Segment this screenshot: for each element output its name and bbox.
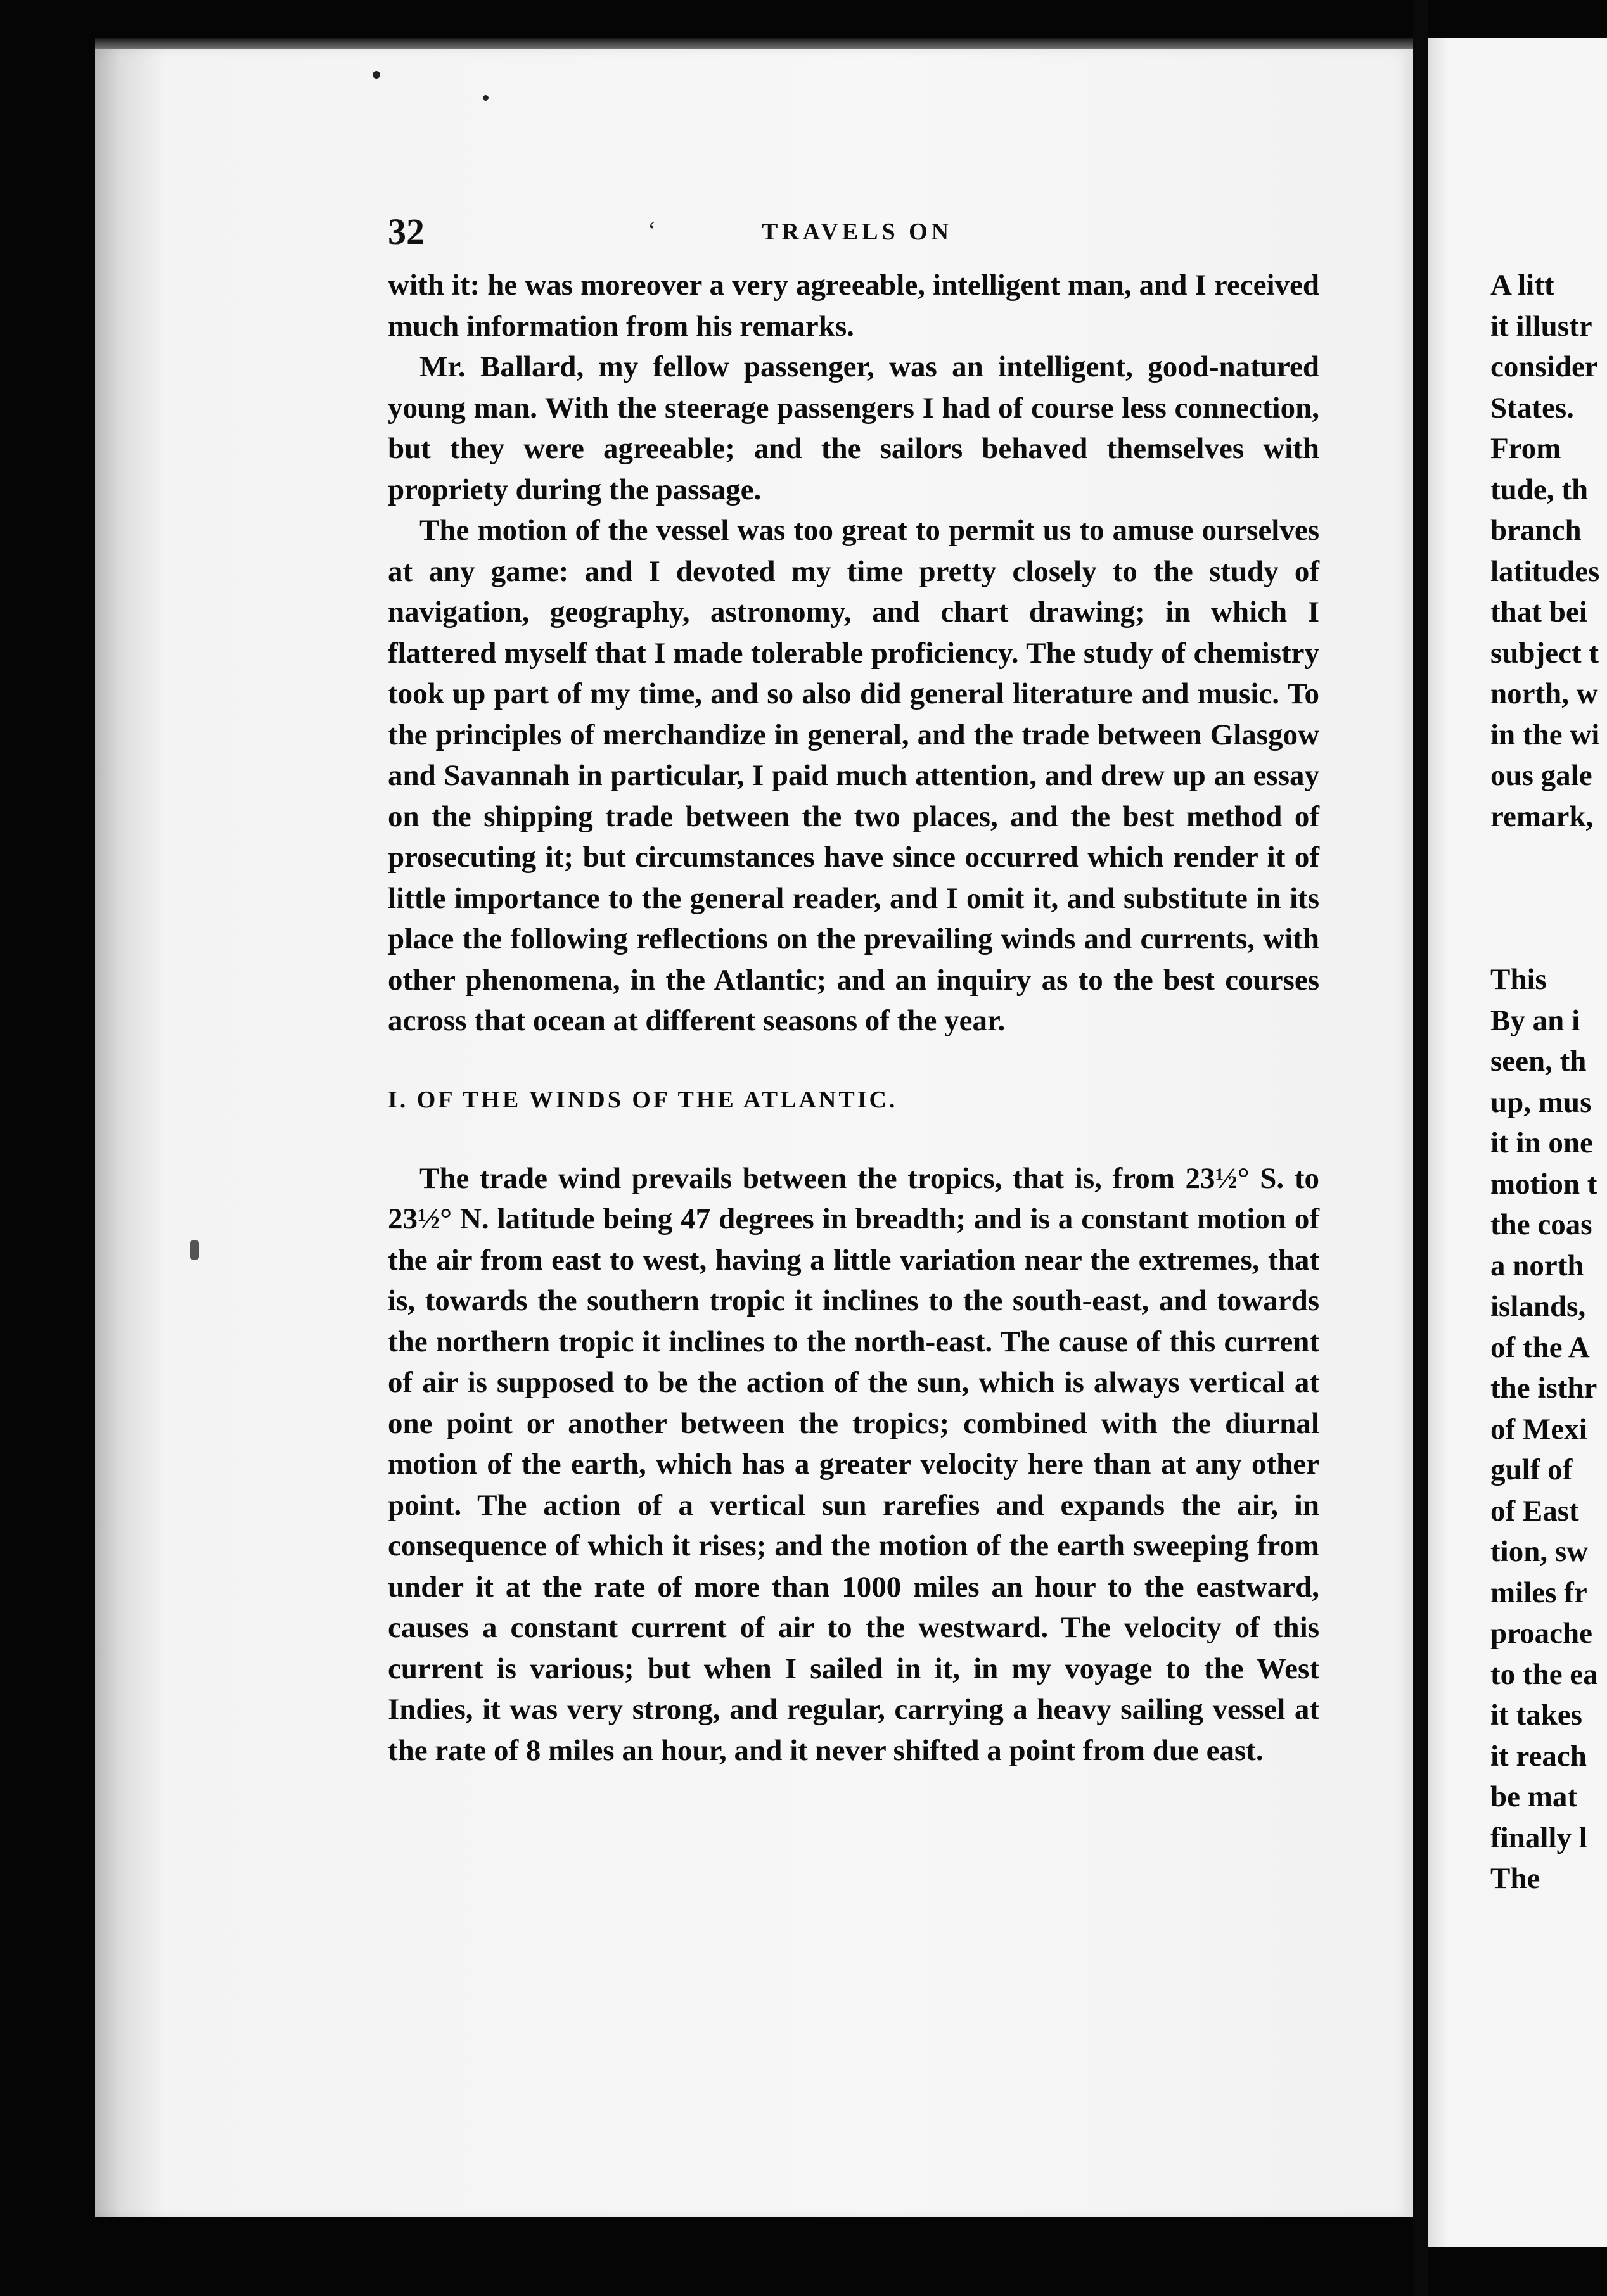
text-line: By an i bbox=[1490, 1004, 1580, 1037]
left-page-body bbox=[388, 265, 1319, 1771]
text-line: north, w bbox=[1490, 677, 1598, 710]
text-line: miles fr bbox=[1490, 1576, 1587, 1609]
header-ornament: ʻ bbox=[648, 216, 656, 245]
text-line: ous gale bbox=[1490, 759, 1592, 792]
text-line: it reach bbox=[1490, 1739, 1587, 1773]
text-line: a north bbox=[1490, 1249, 1584, 1282]
text-line: up, mus bbox=[1490, 1085, 1592, 1119]
text-line: to the ea bbox=[1490, 1657, 1598, 1691]
text-line: be mat bbox=[1490, 1780, 1578, 1813]
page-number: 32 bbox=[388, 211, 425, 252]
paragraph: The motion of the vessel was too great to permit us to amuse ourselves at any game: and I devoted my time pretty closely to the study of navigation, geography, astronomy, and chart drawing; in which I flattered myself that I made tolerable proficiency. The study of chemistry took up part of my time, and so also did general literature and music. To the principles of merchandize in general, and the trade between Glasgow and Savannah in particular, I paid much attention, and drew up an essay on the shipping trade between the two places, and the best method of prosecuting it; but circumstances have since occurred which render it of little importance to the general reader, and I omit it, and substitute in its place the following reflections on the prevailing winds and currents, with other phenomena, in the Atlantic; and an inquiry as to the best courses across that ocean at different seasons of the year. bbox=[388, 514, 1319, 1037]
text-line: finally l bbox=[1490, 1821, 1587, 1854]
text-line: islands, bbox=[1490, 1290, 1586, 1323]
text-line: it in one bbox=[1490, 1126, 1593, 1159]
paragraph: Mr. Ballard, my fellow passenger, was an intelligent, good-natured young man. With the steerage passengers I had of course less connection, but they were agreeable; and the sailors behaved themselves with propriety during the passage. bbox=[388, 350, 1319, 506]
text-line: the coas bbox=[1490, 1208, 1592, 1241]
text-line: latitudes bbox=[1490, 554, 1600, 588]
text-line: consider bbox=[1490, 350, 1598, 383]
text-line: subject t bbox=[1490, 636, 1599, 670]
text-line: tude, th bbox=[1490, 473, 1589, 506]
text-line: gulf of bbox=[1490, 1453, 1573, 1486]
text-line: tion, sw bbox=[1490, 1535, 1589, 1568]
text-line: A litt bbox=[1490, 269, 1554, 302]
page-edge-mark bbox=[190, 1240, 199, 1260]
paragraph: with it: he was moreover a very agreeable, intelligent man, and I received much information from his remarks. bbox=[388, 269, 1319, 343]
text-line: it illustr bbox=[1490, 309, 1592, 343]
book-gutter bbox=[1413, 0, 1428, 2296]
text-line: proache bbox=[1490, 1617, 1593, 1650]
text-line: of East bbox=[1490, 1494, 1579, 1527]
text-line: it takes bbox=[1490, 1699, 1582, 1732]
text-line: remark, bbox=[1490, 800, 1594, 833]
text-line: motion t bbox=[1490, 1167, 1597, 1201]
ink-speck bbox=[373, 71, 380, 79]
text-line: of Mexi bbox=[1490, 1412, 1587, 1446]
text-line: This bbox=[1490, 963, 1547, 996]
section-heading: I. OF THE WINDS OF THE ATLANTIC. bbox=[388, 1086, 898, 1113]
text-line: States. bbox=[1490, 391, 1574, 424]
page-header bbox=[388, 210, 1319, 255]
text-line: that bei bbox=[1490, 596, 1587, 628]
running-head: TRAVELS ON bbox=[762, 219, 953, 245]
ink-speck bbox=[483, 95, 489, 101]
text-line: From bbox=[1490, 432, 1561, 465]
text-line: the isthr bbox=[1490, 1372, 1597, 1405]
paragraph: The trade wind prevails between the tropics, that is, from 23½° S. to 23½° N. latitude being 47 degrees in breadth; and is a constant motion of the air from east to west, having a little variation near the extremes, that is, towards the southern tropic it inclines to the south-east, and towards the northern tropic it inclines to the north-east. The cause of this current of air is supposed to be the action of the sun, which is always vertical at one point or another between the tropics; combined with the diurnal motion of the earth, which has a greater velocity here than at any other point. The action of a vertical sun rarefies and expands the air, in consequence of which it rises; and the motion of the earth sweeping from under it at the rate of more than 1000 miles an hour to the eastward, causes a constant current of air to the westward. The velocity of this current is various; but when I sailed in it, in my voyage to the West Indies, it was very strong, and regular, carrying a heavy sailing vessel at the rate of 8 miles an hour, and it never shifted a point from due east. bbox=[388, 1161, 1319, 1767]
text-line: The bbox=[1490, 1862, 1540, 1895]
text-line: in the wi bbox=[1490, 718, 1600, 751]
text-line: seen, th bbox=[1490, 1045, 1587, 1078]
text-line: branch bbox=[1490, 514, 1582, 547]
right-page-body-fragment bbox=[1490, 265, 1607, 1899]
text-line: of the A bbox=[1490, 1330, 1590, 1364]
